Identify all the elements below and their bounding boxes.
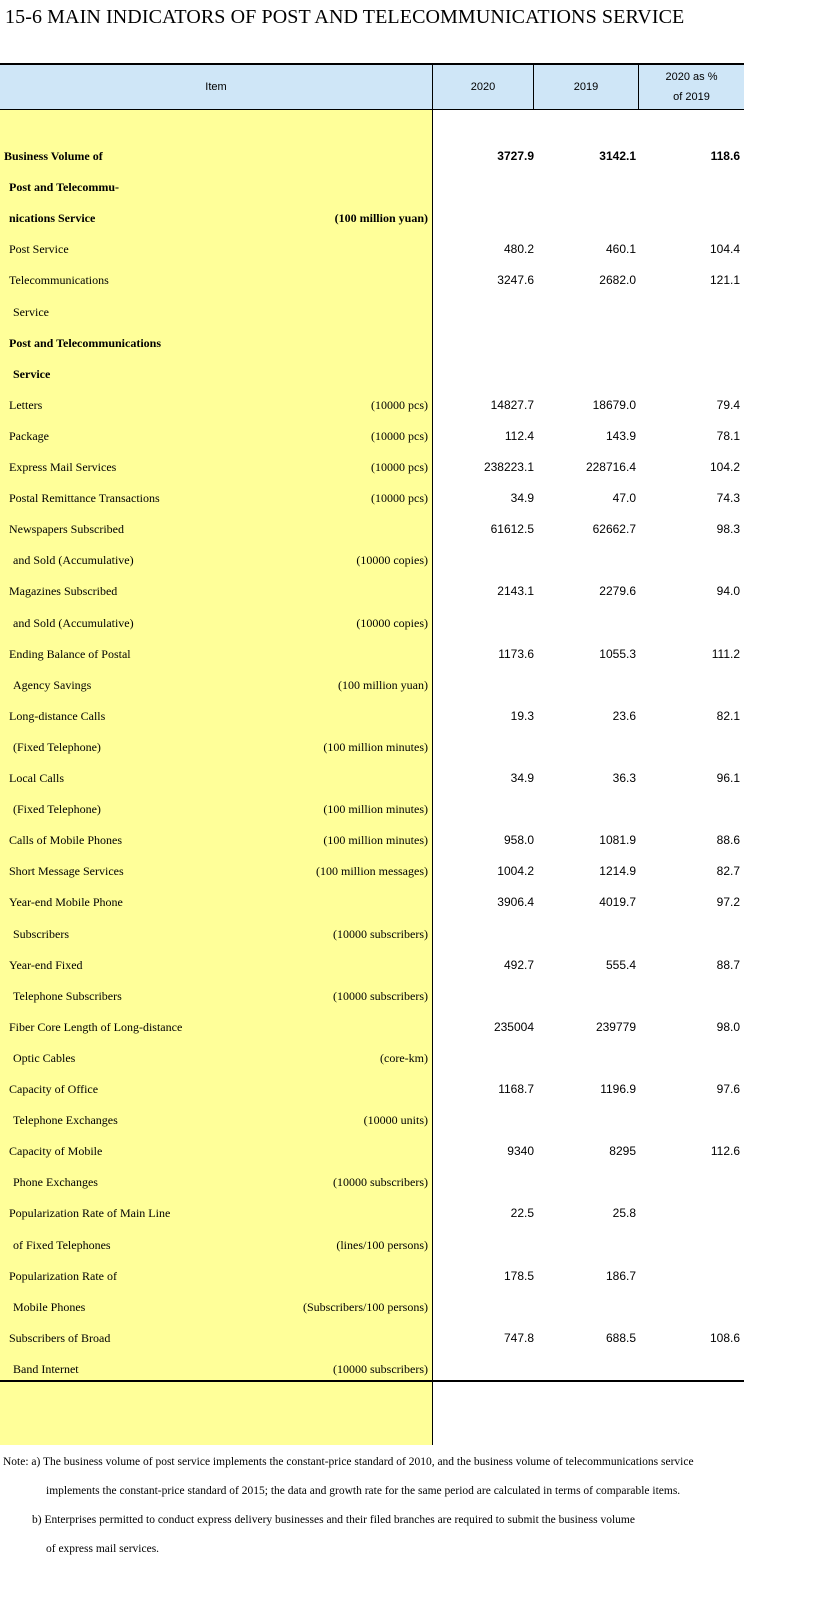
row-unit: (100 million messages) [316, 864, 428, 879]
value-pct: 96.1 [716, 771, 740, 785]
row-label: Post Service [9, 242, 69, 257]
value-pct: 88.6 [716, 833, 740, 848]
value-pct: 79.4 [716, 397, 740, 412]
table-bottom-rule [0, 1380, 744, 1382]
table-row [0, 421, 744, 453]
row-label: Year-end Mobile Phone [9, 895, 123, 910]
row-label: Post and Telecommu- [9, 180, 120, 195]
value-2019: 555.4 [605, 957, 636, 972]
value-2020: 34.9 [510, 771, 534, 785]
row-label: Service [13, 304, 49, 319]
table-row [0, 328, 744, 360]
table-row [0, 172, 744, 204]
table-row [0, 1105, 744, 1137]
value-2020: 61612.5 [490, 522, 534, 537]
value-2019: 47.0 [612, 491, 636, 506]
table-row [0, 1323, 744, 1355]
table-row [0, 732, 744, 764]
table-row [0, 483, 744, 515]
row-unit: (lines/100 persons) [336, 1237, 428, 1252]
header-pct-line1: 2020 as % [665, 71, 718, 83]
value-pct: 98.0 [716, 1019, 740, 1034]
value-2019: 186.7 [605, 1268, 636, 1283]
value-2020: 178.5 [503, 1268, 534, 1283]
value-pct: 74.3 [716, 491, 740, 506]
value-pct: 121.1 [709, 273, 740, 288]
row-label: Newspapers Subscribed [9, 522, 124, 537]
value-pct: 82.1 [716, 708, 740, 723]
row-label: nications Service [9, 211, 96, 226]
table-row [0, 639, 744, 671]
row-unit: (10000 pcs) [371, 428, 428, 443]
header-pct-line2: of 2019 [673, 91, 710, 103]
row-label: Ending Balance of Postal [9, 646, 131, 661]
row-label: Popularization Rate of [9, 1268, 117, 1283]
row-unit: (10000 copies) [356, 615, 428, 630]
value-2019: 688.5 [605, 1330, 636, 1345]
row-unit: (10000 copies) [356, 553, 428, 568]
value-2020: 1168.7 [498, 1082, 534, 1096]
value-pct: 118.6 [710, 149, 740, 163]
row-unit: (10000 pcs) [371, 460, 428, 474]
row-unit: (10000 subscribers) [333, 926, 428, 941]
row-unit: (10000 pcs) [371, 397, 428, 412]
value-pct: 108.6 [709, 1330, 740, 1345]
value-2020: 1004.2 [497, 864, 534, 879]
value-2019: 3142.1 [599, 149, 636, 163]
value-2020: 19.3 [510, 708, 534, 723]
row-unit: (10000 pcs) [371, 491, 428, 506]
table-row [0, 576, 744, 608]
row-label: of Fixed Telephones [13, 1237, 111, 1252]
value-pct: 97.2 [716, 895, 740, 910]
table-row [0, 265, 744, 297]
note-line-1: Note: a) The business volume of post service implements the constant-price standard of 2010, and the business volume of telecommunications service [3, 1456, 694, 1468]
row-label: (Fixed Telephone) [13, 802, 101, 817]
row-unit: (10000 units) [363, 1113, 428, 1128]
value-2019: 1081.9 [599, 833, 636, 848]
row-label: Fiber Core Length of Long-distance [9, 1019, 183, 1034]
row-unit: (10000 subscribers) [333, 1361, 428, 1376]
row-label: Capacity of Mobile [9, 1144, 103, 1159]
row-label: Short Message Services [9, 864, 124, 879]
header-2019: 2019 [573, 81, 599, 93]
table-row [0, 203, 744, 235]
value-2020: 480.2 [503, 242, 534, 257]
note-line-2: implements the constant-price standard of 2015; the data and growth rate for the same period are calculated in terms of comparable items. [46, 1485, 681, 1497]
row-label: Telephone Exchanges [13, 1113, 118, 1128]
value-2020: 492.7 [503, 957, 534, 972]
header-2020: 2020 [470, 81, 496, 93]
row-label: Year-end Fixed [9, 957, 83, 972]
table-row [0, 887, 744, 919]
row-label: Subscribers [13, 926, 69, 941]
table-row [0, 1136, 744, 1168]
table-row [0, 701, 744, 733]
row-label: and Sold (Accumulative) [13, 553, 134, 568]
note-line-4: of express mail services. [46, 1543, 160, 1555]
value-pct: 82.7 [716, 864, 740, 879]
row-label: (Fixed Telephone) [13, 739, 101, 754]
row-label: Band Internet [13, 1361, 79, 1376]
value-2020: 22.5 [510, 1206, 534, 1221]
value-2020: 958.0 [503, 833, 534, 848]
table-row [0, 856, 744, 888]
row-label: Phone Exchanges [13, 1175, 98, 1190]
row-label: Telephone Subscribers [13, 988, 122, 1003]
value-2020: 3727.9 [497, 149, 534, 163]
table-row [0, 452, 744, 484]
value-2020: 2143.1 [497, 584, 534, 599]
table-row [0, 234, 744, 266]
page-title: 15-6 MAIN INDICATORS OF POST AND TELECOMMUNICATIONS SERVICE [5, 6, 685, 28]
value-2019: 1214.9 [599, 864, 636, 879]
value-pct: 104.2 [709, 460, 740, 474]
value-2019: 36.3 [612, 771, 636, 785]
row-label: Service [13, 366, 51, 381]
row-label: Agency Savings [13, 677, 92, 692]
table-header [0, 63, 744, 110]
table-row [0, 825, 744, 857]
value-2019: 23.6 [612, 708, 636, 723]
value-2019: 143.9 [605, 428, 636, 443]
indicators-table [0, 63, 744, 1445]
row-label: Popularization Rate of Main Line [9, 1206, 171, 1221]
note-line-3: b) Enterprises permitted to conduct express delivery businesses and their filed branches are required to submit the business volume [32, 1514, 635, 1526]
table-row [0, 950, 744, 982]
value-2019: 2279.6 [599, 584, 636, 599]
row-label: Magazines Subscribed [9, 584, 118, 599]
value-2019: 4019.7 [599, 895, 636, 910]
value-2019: 18679.0 [592, 397, 636, 412]
value-pct: 111.2 [711, 646, 740, 661]
value-2019: 1196.9 [600, 1082, 636, 1096]
table-row [0, 1198, 744, 1230]
value-pct: 112.6 [710, 1144, 740, 1159]
value-2020: 112.4 [504, 428, 534, 443]
table-row [0, 919, 744, 951]
value-2020: 34.9 [510, 491, 534, 506]
value-2019: 460.1 [605, 242, 636, 257]
row-unit: (Subscribers/100 persons) [303, 1299, 428, 1314]
row-unit: (100 million minutes) [323, 739, 428, 754]
row-unit: (10000 subscribers) [333, 988, 428, 1003]
value-2020: 9340 [507, 1144, 534, 1159]
row-label: Long-distance Calls [9, 708, 106, 723]
table-row [0, 670, 744, 702]
value-2020: 14827.7 [490, 397, 534, 412]
row-unit: (100 million minutes) [323, 833, 428, 848]
row-label: Telecommunications [9, 273, 109, 288]
row-unit: (100 million yuan) [334, 211, 428, 226]
value-2019: 62662.7 [592, 522, 636, 537]
row-label: Postal Remittance Transactions [9, 491, 160, 506]
value-2020: 238223.1 [483, 460, 534, 474]
value-2019: 1055.3 [599, 646, 636, 661]
header-pct [639, 65, 744, 109]
value-2019: 25.8 [612, 1206, 636, 1221]
row-unit: (100 million minutes) [323, 802, 428, 817]
value-2020: 747.8 [503, 1330, 534, 1345]
row-label: Local Calls [9, 771, 64, 785]
value-2020: 235004 [493, 1019, 534, 1034]
value-2020: 3906.4 [497, 895, 534, 910]
value-pct: 88.7 [716, 957, 740, 972]
value-2019: 8295 [609, 1144, 636, 1159]
table-row [0, 981, 744, 1013]
table-body [0, 110, 744, 1445]
table-row [0, 545, 744, 577]
row-label: Business Volume of [4, 149, 103, 163]
row-label: Post and Telecommunications [9, 335, 162, 350]
table-row [0, 608, 744, 640]
value-pct: 78.1 [716, 428, 740, 443]
value-pct: 98.3 [716, 522, 740, 537]
table-row [0, 1043, 744, 1075]
row-unit: (core-km) [380, 1050, 428, 1065]
table-row [0, 794, 744, 826]
table-row [0, 1012, 744, 1044]
table-row [0, 1261, 744, 1293]
value-2020: 3247.6 [497, 273, 534, 288]
value-2020: 1173.6 [498, 646, 534, 661]
row-unit: (100 million yuan) [338, 677, 428, 692]
header-item: Item [205, 81, 227, 93]
row-label: Letters [9, 397, 43, 412]
table-row [0, 297, 744, 329]
table-row [0, 514, 744, 546]
value-2019: 228716.4 [585, 460, 636, 474]
table-row [0, 390, 744, 422]
row-label: and Sold (Accumulative) [13, 615, 134, 630]
row-unit: (10000 subscribers) [333, 1175, 428, 1190]
row-label: Capacity of Office [9, 1082, 99, 1096]
table-row [0, 1074, 744, 1106]
value-2019: 2682.0 [599, 273, 636, 288]
row-label: Calls of Mobile Phones [9, 833, 122, 848]
value-pct: 94.0 [716, 584, 740, 599]
row-label: Optic Cables [13, 1050, 76, 1065]
row-label: Package [9, 428, 49, 443]
value-pct: 104.4 [709, 242, 740, 257]
row-label: Mobile Phones [13, 1299, 86, 1314]
value-pct: 97.6 [716, 1082, 740, 1096]
row-label: Express Mail Services [9, 460, 117, 474]
table-row [0, 359, 744, 391]
value-2019: 239779 [595, 1019, 636, 1034]
table-row [0, 1292, 744, 1324]
table-row [0, 1167, 744, 1199]
table-row [0, 1230, 744, 1262]
table-row [0, 141, 744, 173]
table-row [0, 763, 744, 795]
row-label: Subscribers of Broad [9, 1330, 111, 1345]
